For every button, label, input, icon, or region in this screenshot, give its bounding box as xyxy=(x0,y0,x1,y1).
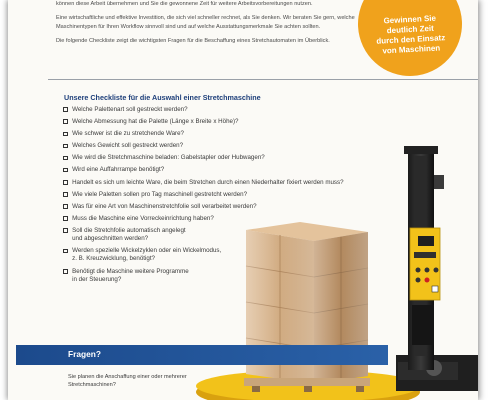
checklist-item xyxy=(63,227,403,243)
checklist-item xyxy=(63,215,403,223)
checklist-item xyxy=(63,166,403,174)
intro-paragraph-3: Die folgende Checkliste zeigt die wichtigsten Fragen für die Beschaffung eines Stretchautomaten im Überblick. xyxy=(56,38,330,45)
intro-paragraph-2: Eine wirtschaftliche und effektive Investition, die sich viel schneller rechnet, als Sie denken. Wir beraten Sie gern, welche Maschinentypen für Ihren Workflow sinnvoll sind und auf welche Ausstattungsmerkmale Sie achten sollten. xyxy=(56,15,355,30)
fragen-text xyxy=(68,373,198,395)
checklist-item xyxy=(63,106,403,114)
checklist-item-text: Werden spezielle Wickelzyklen oder ein Wickelmodus, z. B. Kreuzwicklung, benötigt? xyxy=(72,247,222,263)
checklist xyxy=(63,106,403,288)
promo-badge-text: Gewinnen Sie deutlich Zeit durch den Einsatz von Maschinen xyxy=(376,13,446,56)
checklist-item-text: Was für eine Art von Maschinenstretchfolie soll verarbeitet werden? xyxy=(72,202,257,210)
checklist-item-text: Benötigt die Maschine weitere Programme in der Steuerung? xyxy=(72,267,189,283)
checklist-item-text: Soll die Stretchfolie automatisch angelegt und abgeschnitten werden? xyxy=(72,226,186,243)
checklist-item-text: Welche Palettenart soll gestreckt werden? xyxy=(72,106,188,113)
checklist-item xyxy=(63,130,403,138)
checklist-item-text: Wie wird die Stretchmaschine beladen: Gabelstapler oder Hubwagen? xyxy=(72,154,265,162)
checklist-item-text: Wie viele Paletten sollen pro Tag maschinell gestretcht werden? xyxy=(72,190,248,198)
checkbox-icon xyxy=(63,132,68,137)
fragen-title: Fragen? xyxy=(68,349,102,359)
checkbox-icon xyxy=(63,144,68,149)
brochure-page xyxy=(8,0,478,400)
checklist-item-text: Wird eine Auffahrrampe benötigt? xyxy=(72,166,165,174)
checklist-item xyxy=(63,247,403,263)
intro-paragraph-1: können diese Arbeit übernehmen und Sie die gewonnene Zeit für weitere Arbeitsvorbereitungen nutzen. xyxy=(56,1,313,7)
checklist-item-text: Muss die Maschine eine Vorreckeinrichtung haben? xyxy=(72,214,214,222)
checkbox-icon xyxy=(63,216,68,221)
checklist-item xyxy=(63,142,403,150)
checklist-title: Unsere Checkliste für die Auswahl einer Stretchmaschine xyxy=(64,93,261,102)
checkbox-icon xyxy=(63,180,68,185)
checklist-item xyxy=(63,191,403,199)
checkbox-icon xyxy=(63,107,68,112)
checkbox-icon xyxy=(63,119,68,124)
checklist-item-text: Welche Abmessung hat die Palette (Länge x Breite x Höhe)? xyxy=(72,118,239,126)
checkbox-icon xyxy=(63,192,68,197)
machine-tower xyxy=(404,146,444,370)
checklist-item xyxy=(63,154,403,162)
checklist-item-text: Welches Gewicht soll gestreckt werden? xyxy=(72,142,184,150)
checkbox-icon xyxy=(63,269,68,274)
checkbox-icon xyxy=(63,168,68,173)
checklist-item xyxy=(63,179,403,187)
checklist-item-text: Wie schwer ist die zu stretchende Ware? xyxy=(72,130,184,138)
checkbox-icon xyxy=(63,156,68,161)
checklist-item xyxy=(63,268,403,284)
checklist-item xyxy=(63,118,403,126)
fragen-paragraph-1: Sie planen die Anschaffung einer oder mehrerer Stretchmaschinen? xyxy=(68,374,187,388)
checkbox-icon xyxy=(63,228,68,233)
checkbox-icon xyxy=(63,249,68,254)
checklist-item xyxy=(63,203,403,211)
checklist-item-text: Handelt es sich um leichte Ware, die beim Stretchen durch einen Niederhalter fixiert werden muss? xyxy=(72,178,344,186)
checkbox-icon xyxy=(63,204,68,209)
